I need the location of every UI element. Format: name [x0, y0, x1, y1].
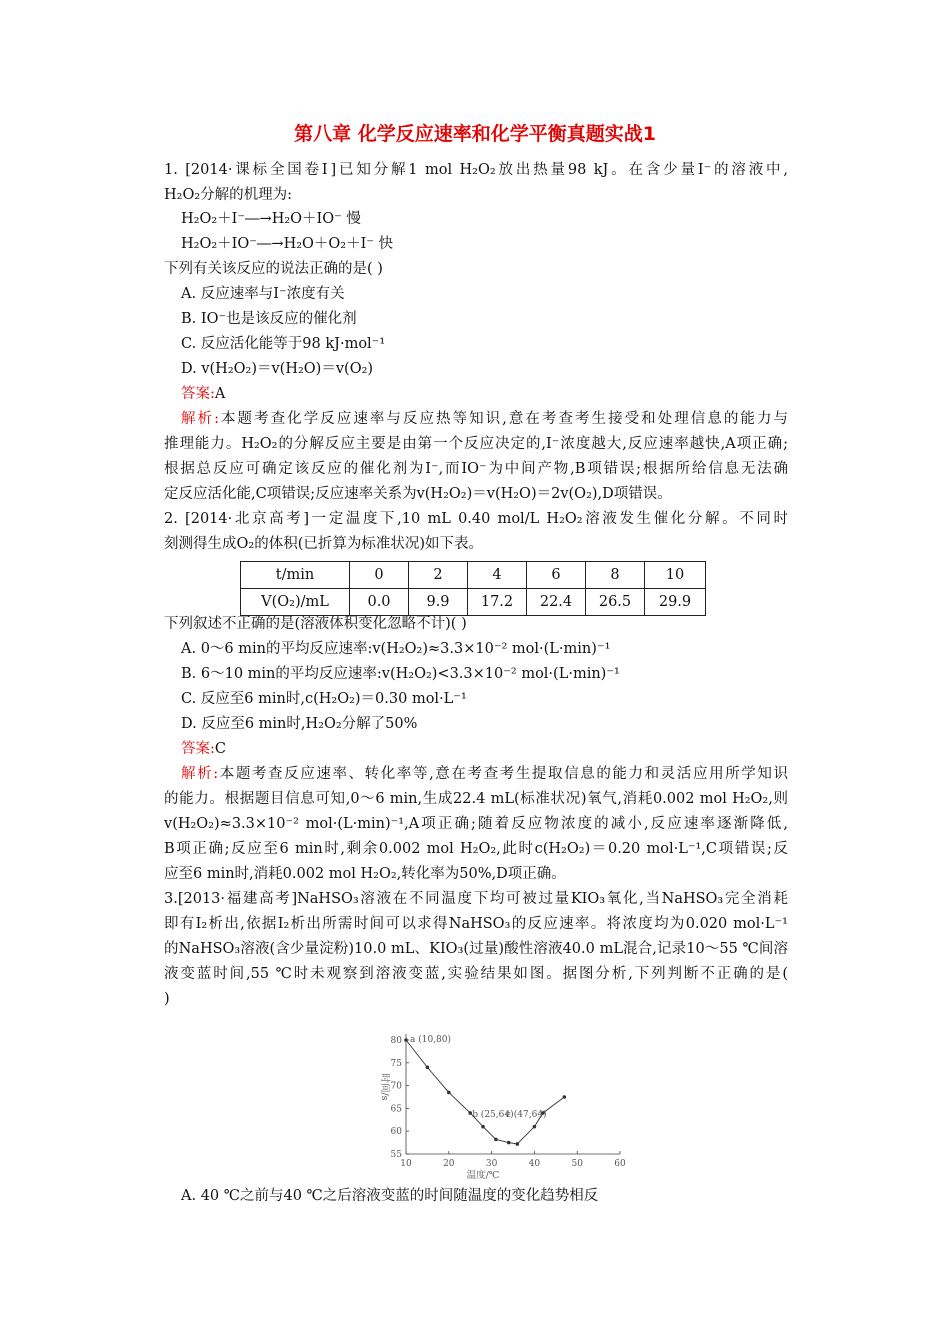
x-axis-label: 温度/℃	[466, 1170, 500, 1181]
table-cell: 0	[350, 562, 409, 589]
temperature-time-chart	[368, 1022, 630, 1181]
data-point	[515, 1142, 519, 1146]
series-line	[406, 1040, 564, 1144]
table-cell: 4	[468, 562, 527, 589]
q2-option-a: A. 0～6 min的平均反应速率:v(H₂O₂)≈3.3×10⁻² mol·(L·min)⁻¹	[181, 641, 611, 657]
q1-explanation-3: 根据总反应可确定该反应的催化剂为I⁻,而IO⁻为中间产物,B项错误;根据所给信息无法确	[164, 461, 788, 477]
table-cell: t/min	[241, 562, 350, 589]
annotation-label: c (47,64)	[505, 1109, 547, 1120]
explanation-text: 本题考查反应速率、转化率等,意在考查考生提取信息的能力和灵活应用所学知识	[218, 766, 789, 782]
x-tick-label: 20	[443, 1159, 455, 1169]
q2-line2: 刻测得生成O₂的体积(已折算为标准状况)如下表。	[164, 536, 484, 552]
y-tick-label: 75	[390, 1058, 402, 1069]
q3-line5: )	[164, 991, 170, 1007]
table-cell: 22.4	[527, 589, 586, 616]
q1-explanation-4: 定反应活化能,C项错误;反应速率关系为v(H₂O₂)＝v(H₂O)＝2v(O₂),D项错误。	[164, 486, 672, 502]
q1-option-b: B. IO⁻也是该反应的催化剂	[181, 311, 357, 327]
y-tick-label: 70	[390, 1081, 402, 1092]
q2-explanation-1	[181, 764, 788, 784]
table-cell: 8	[586, 562, 645, 589]
q2-explanation-3: v(H₂O₂)≈3.3×10⁻² mol·(L·min)⁻¹,A项正确;随着反应物浓度的减小,反应速率逐渐降低,	[164, 816, 788, 832]
x-tick-label: 10	[400, 1159, 412, 1169]
table-cell: 2	[409, 562, 468, 589]
table-cell: 29.9	[645, 589, 706, 616]
q2-explanation-5: 应至6 min时,消耗0.002 mol H₂O₂,转化率为50%,D项正确。	[164, 866, 566, 882]
q3-line4: 液变蓝时间,55 ℃时未观察到溶液变蓝,实验结果如图。据图分析,下列判断不正确的是(	[164, 966, 788, 982]
q2-stem: 下列叙述不正确的是(溶液体积变化忽略不计)( )	[164, 616, 467, 632]
x-tick-label: 30	[485, 1159, 498, 1169]
q1-stem: 下列有关该反应的说法正确的是( )	[164, 261, 383, 277]
data-point	[447, 1091, 451, 1095]
data-point	[494, 1138, 498, 1142]
q1-option-d: D. v(H₂O₂)＝v(H₂O)＝v(O₂)	[181, 361, 374, 377]
explanation-label: 解析:	[181, 766, 219, 782]
q2-explanation-4: B项正确;反应至6 min时,剩余0.002 mol H₂O₂,此时c(H₂O₂)＝0.20 mol·L⁻¹,C项错误;反	[164, 841, 788, 857]
q3-line3: 的NaHSO₃溶液(含少量淀粉)10.0 mL、KIO₃(过量)酸性溶液40.0 mL混合,记录10～55 ℃间溶	[164, 941, 788, 957]
q1-line2: H₂O₂分解的机理为:	[164, 187, 293, 203]
table-row	[241, 589, 706, 616]
table-cell: 10	[645, 562, 706, 589]
data-point	[426, 1066, 430, 1070]
q3-line2: 即有I₂析出,依据I₂析出所需时间可以求得NaHSO₃的反应速率。将浓度均为0.020 mol·L⁻¹	[164, 916, 788, 932]
table-cell: V(O₂)/mL	[241, 589, 350, 616]
x-tick-label: 50	[571, 1159, 583, 1169]
q2-option-d: D. 反应至6 min时,H₂O₂分解了50%	[181, 716, 418, 732]
q1-option-a: A. 反应速率与I⁻浓度有关	[181, 286, 345, 302]
answer-label: 答案:	[181, 386, 215, 402]
page-title: 第八章 化学反应速率和化学平衡真题实战1	[294, 123, 656, 145]
q1-explanation-1	[181, 409, 788, 429]
q2-option-c: C. 反应至6 min时,c(H₂O₂)＝0.30 mol·L⁻¹	[181, 691, 467, 707]
table-cell: 0.0	[350, 589, 409, 616]
x-tick-label: 60	[614, 1159, 626, 1169]
y-tick-label: 60	[390, 1127, 402, 1138]
q1-option-c: C. 反应活化能等于98 kJ·mol⁻¹	[181, 336, 386, 352]
data-point	[481, 1125, 485, 1129]
data-point	[507, 1141, 511, 1145]
y-axis-label: 时间/s	[379, 1073, 390, 1101]
y-tick-label: 65	[390, 1104, 402, 1115]
y-tick-label: 55	[390, 1150, 402, 1160]
annotation-label: b (25,64)	[472, 1109, 514, 1120]
data-table	[240, 561, 706, 616]
q2-answer	[181, 739, 226, 759]
explanation-label: 解析:	[181, 411, 219, 427]
q3-option-a: A. 40 ℃之前与40 ℃之后溶液变蓝的时间随温度的变化趋势相反	[181, 1188, 599, 1204]
data-point	[533, 1125, 537, 1129]
q1-eq2: H₂O₂＋IO⁻―→H₂O＋O₂＋I⁻ 快	[181, 236, 394, 252]
q1-answer	[181, 384, 225, 404]
y-tick-label: 80	[390, 1036, 402, 1046]
x-tick-label: 40	[528, 1159, 541, 1169]
q1-line1: 1. [2014·课标全国卷Ⅰ]已知分解1 mol H₂O₂放出热量98 kJ。在含少量I⁻的溶液中,	[164, 162, 788, 178]
q2-explanation-2: 的能力。根据题目信息可知,0～6 min,生成22.4 mL(标准状况)氧气,消耗0.002 mol H₂O₂,则	[164, 791, 788, 807]
data-point	[563, 1095, 567, 1099]
explanation-text: 本题考查化学反应速率与反应热等知识,意在考查考生接受和处理信息的能力与	[218, 411, 788, 427]
answer-value: C	[214, 741, 226, 757]
q1-eq1: H₂O₂＋I⁻―→H₂O＋IO⁻ 慢	[181, 211, 361, 227]
table-cell: 9.9	[409, 589, 468, 616]
table-cell: 26.5	[586, 589, 645, 616]
answer-label: 答案:	[181, 741, 215, 757]
q3-line1: 3.[2013·福建高考]NaHSO₃溶液在不同温度下均可被过量KIO₃氧化,当NaHSO₃完全消耗	[164, 891, 788, 907]
q2-option-b: B. 6～10 min的平均反应速率:v(H₂O₂)<3.3×10⁻² mol·(L·min)⁻¹	[181, 666, 620, 682]
table-cell: 6	[527, 562, 586, 589]
table-cell: 17.2	[468, 589, 527, 616]
table-row	[241, 562, 706, 589]
q2-line1: 2. [2014·北京高考]一定温度下,10 mL 0.40 mol/L H₂O₂溶液发生催化分解。不同时	[164, 511, 788, 527]
annotation-label: a (10,80)	[410, 1035, 452, 1045]
data-point	[404, 1038, 408, 1042]
answer-value: A	[214, 386, 226, 402]
q1-explanation-2: 推理能力。H₂O₂的分解反应主要是由第一个反应决定的,I⁻浓度越大,反应速率越快,A项正确;	[164, 436, 788, 452]
